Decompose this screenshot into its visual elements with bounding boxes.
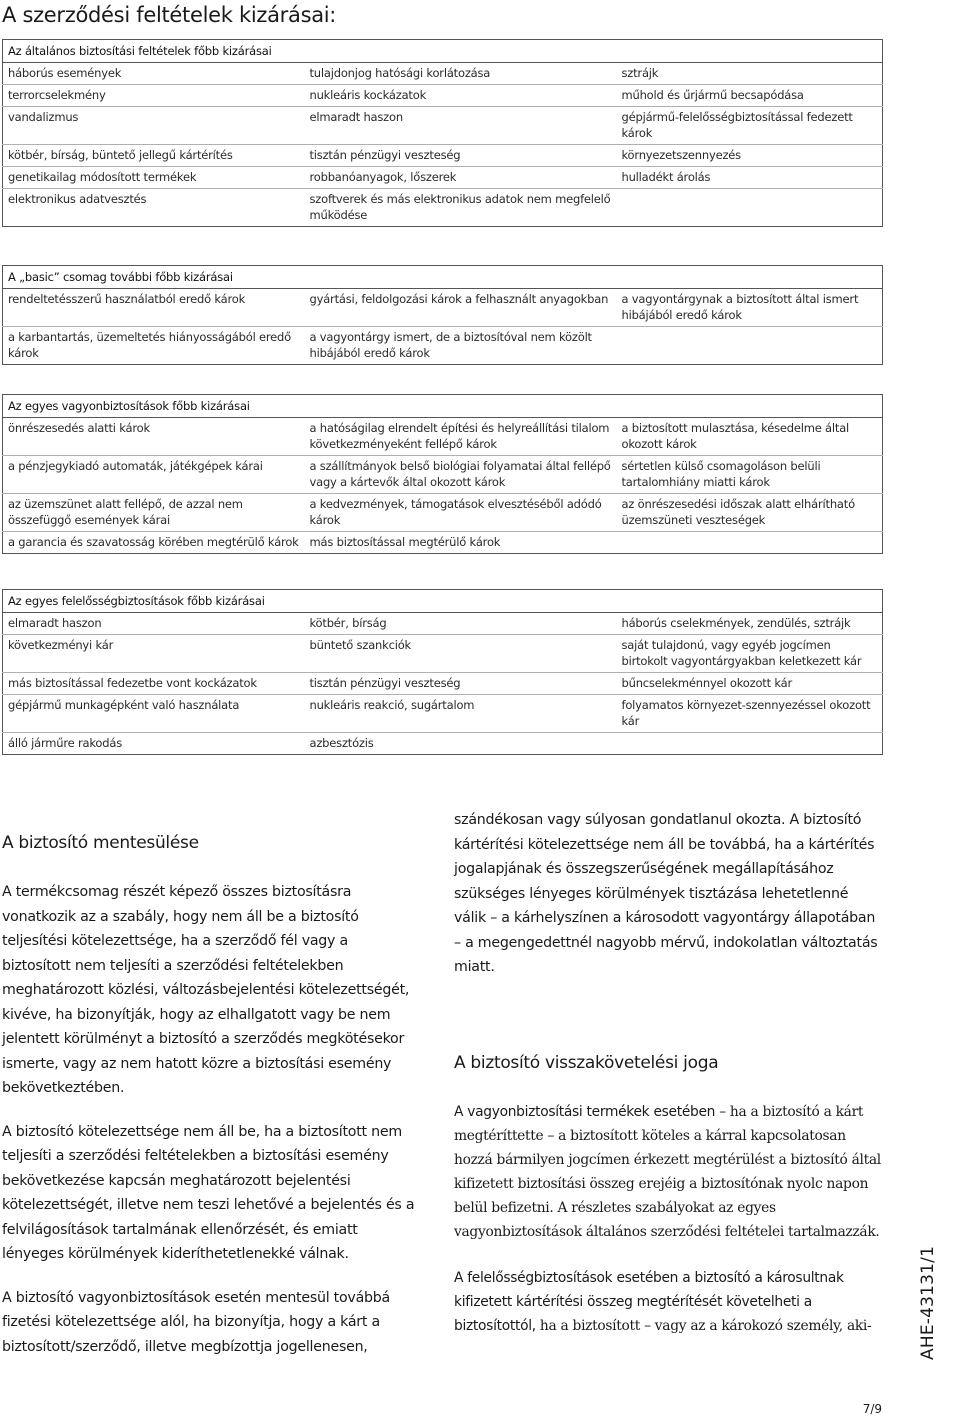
exemption-paragraph: A termékcsomag részét képező összes biztosításra vonatkozik az a szabály, hogy nem áll be a biztosító teljesítési kötelezettsége, ha a szerződő fél vagy a biztosított nem teljesíti a szerződési feltételekben meghatározott közlési, változásbejelentési kötelezettségét, kivéve, ha bizonyítják, hogy az elhallgatott vagy be nem jelentett körülményt a biztosító a szerződés megkötésekor ismerte, vagy az nem hatott közre a biztosítási esemény bekövetkeztében. [2, 884, 410, 1096]
table-row [3, 733, 883, 755]
table-row [3, 673, 883, 695]
exemption-paragraph: A biztosító kötelezettsége nem áll be, ha a biztosított nem teljesíti a szerződési feltételekben a biztosítási esemény bekövetkezése kapcsán meghatározott bejelentési kötelezettségét, illetve nem teszi lehetővé a bejelentés és a felvilágosítások tartalmának ellenőrzését, és emiatt lényeges körülmények kideríthetetlenekké válnak. [2, 1123, 415, 1262]
table-cell: gépjármű-felelősségbiztosítással fedezett károk [617, 107, 883, 145]
exemption-section [2, 880, 418, 1359]
table-cell: gyártási, feldolgozási károk a felhasznált anyagokban [305, 289, 617, 327]
table-cell: a hatóságilag elrendelt építési és helyreállítási tilalom következményeként fellépő károk [305, 418, 617, 456]
table-row [3, 635, 883, 673]
exemption-heading: A biztosító mentesülése [2, 833, 199, 853]
table-cell: háborús események [3, 63, 305, 85]
table-cell: kötbér, bírság, büntető jellegű kártérítés [3, 145, 305, 167]
exemption-paragraph: A biztosító vagyonbiztosítások esetén mentesül továbbá fizetési kötelezettsége alól, ha bizonyítja, hogy a kárt a biztosított/szerződő, illetve megbízottja jogellenesen, [2, 1289, 390, 1355]
table-row [3, 418, 883, 456]
table-row [3, 189, 883, 227]
table-cell [617, 532, 883, 554]
exemption-continued [454, 808, 884, 980]
table-row [3, 63, 883, 85]
table-cell: elmaradt haszon [305, 107, 617, 145]
table-row [3, 695, 883, 733]
table-cell: a szállítmányok belső biológiai folyamatai által fellépő vagy a kártevők által okozott károk [305, 456, 617, 494]
table-cell: sztrájk [617, 63, 883, 85]
table-row [3, 107, 883, 145]
table-cell: kötbér, bírság [305, 613, 617, 635]
table-cell: következményi kár [3, 635, 305, 673]
table-cell: robbanóanyagok, lőszerek [305, 167, 617, 189]
table-header: Az általános biztosítási feltételek főbb kizárásai [3, 40, 883, 63]
table-cell: folyamatos környezet-szennyezéssel okozott kár [617, 695, 883, 733]
table-row [3, 494, 883, 532]
table-cell: rendeltetésszerű használatból eredő károk [3, 289, 305, 327]
table-cell: álló járműre rakodás [3, 733, 305, 755]
table-cell: tulajdonjog hatósági korlátozása [305, 63, 617, 85]
table-cell: műhold és űrjármű becsapódása [617, 85, 883, 107]
table-cell: önrészesedés alatti károk [3, 418, 305, 456]
table-cell: nukleáris kockázatok [305, 85, 617, 107]
recovery-paragraph-lead: A vagyonbiztosítási termékek esetében [454, 1104, 716, 1120]
table-row [3, 289, 883, 327]
table-row [3, 85, 883, 107]
table-cell: tisztán pénzügyi veszteség [305, 673, 617, 695]
table-cell: szoftverek és más elektronikus adatok nem megfelelő működése [305, 189, 617, 227]
recovery-paragraph [454, 1100, 884, 1244]
table-cell: az üzemszünet alatt fellépő, de azzal nem összefüggő események kárai [3, 494, 305, 532]
table-row [3, 532, 883, 554]
page-number: 7/9 [862, 1402, 882, 1416]
table-cell: vandalizmus [3, 107, 305, 145]
table-row [3, 456, 883, 494]
table-cell: tisztán pénzügyi veszteség [305, 145, 617, 167]
general-exclusions-table [2, 39, 883, 227]
table-cell: környezetszennyezés [617, 145, 883, 167]
table-cell: más biztosítással megtérülő károk [305, 532, 617, 554]
liability-insurance-exclusions-table [2, 589, 883, 755]
table-header: Az egyes vagyonbiztosítások főbb kizárásai [3, 395, 883, 418]
table-cell: a karbantartás, üzemeltetés hiányosságából eredő károk [3, 327, 305, 365]
property-insurance-exclusions-table [2, 394, 883, 554]
recovery-heading: A biztosító visszakövetelési joga [454, 1053, 719, 1073]
table-header: Az egyes felelősségbiztosítások főbb kizárásai [3, 590, 883, 613]
table-cell: gépjármű munkagépként való használata [3, 695, 305, 733]
table-cell: sértetlen külső csomagoláson belüli tartalomhiány miatti károk [617, 456, 883, 494]
table-cell: elektronikus adatvesztés [3, 189, 305, 227]
table-cell: a vagyontárgynak a biztosított által ismert hibájából eredő károk [617, 289, 883, 327]
table-cell: nukleáris reakció, sugártalom [305, 695, 617, 733]
table-cell: terrorcselekmény [3, 85, 305, 107]
recovery-paragraph-body: – ha a biztosító a kárt megtéríttette – a biztosított köteles a kárral kapcsolatosan hozzá bármilyen jogcímen érkezett megtérülést a biztosító által kifizetett biztosítási összeg erejéig a biztosítónak nyolc napon belül befizetni. A részletes szabályokat az egyes vagyonbiztosítások általános szerződési feltételei tartalmazzák. [454, 1104, 881, 1240]
table-cell: más biztosítással fedezetbe vont kockázatok [3, 673, 305, 695]
table-cell: a biztosított mulasztása, késedelme által okozott károk [617, 418, 883, 456]
table-row [3, 145, 883, 167]
recovery-paragraph [454, 1266, 884, 1338]
table-cell: elmaradt haszon [3, 613, 305, 635]
page-title: A szerződési feltételek kizárásai: [2, 3, 337, 27]
table-row [3, 167, 883, 189]
table-cell [617, 733, 883, 755]
basic-package-exclusions-table [2, 265, 883, 365]
table-cell: az önrészesedési időszak alatt elhárítható üzemszüneti veszteségek [617, 494, 883, 532]
table-cell: a garancia és szavatosság körében megtérülő károk [3, 532, 305, 554]
table-row [3, 613, 883, 635]
table-cell: a vagyontárgy ismert, de a biztosítóval nem közölt hibájából eredő károk [305, 327, 617, 365]
table-cell: büntető szankciók [305, 635, 617, 673]
table-header: A „basic” csomag további főbb kizárásai [3, 266, 883, 289]
exemption-paragraph-continued: szándékosan vagy súlyosan gondatlanul okozta. A biztosító kártérítési kötelezettsége nem áll be továbbá, ha a kártérítés jogalapjának és összegszerűségének megállapításához szükséges lényeges körülmények tisztázása lehetetlenné válik – a kárhelyszínen a károsodott vagyontárgy állapotában – a megengedettnél nagyobb mérvű, indokolatlan változtatás miatt. [454, 812, 878, 975]
table-cell: hulladékt árolás [617, 167, 883, 189]
table-cell [617, 189, 883, 227]
table-cell: bűncselekménnyel okozott kár [617, 673, 883, 695]
document-code: AHE-43131/1 [918, 1245, 938, 1360]
table-cell: azbesztózis [305, 733, 617, 755]
recovery-paragraph-lead: A felelősségbiztosítások esetében a biztosító a károsultnak kifizetett kártérítési összeg megtérítését követelheti a biztosítottól, [454, 1270, 844, 1334]
table-row [3, 327, 883, 365]
table-cell [617, 327, 883, 365]
table-cell: háborús cselekmények, zendülés, sztrájk [617, 613, 883, 635]
table-cell: a pénzjegykiadó automaták, játékgépek kárai [3, 456, 305, 494]
table-cell: a kedvezmények, támogatások elvesztéséből adódó károk [305, 494, 617, 532]
recovery-paragraph-body: ha a biztosított – vagy az a károkozó személy, aki- [535, 1318, 872, 1334]
table-cell: saját tulajdonú, vagy egyéb jogcímen birtokolt vagyontárgyakban keletkezett kár [617, 635, 883, 673]
table-cell: genetikailag módosított termékek [3, 167, 305, 189]
recovery-section [454, 1100, 884, 1338]
